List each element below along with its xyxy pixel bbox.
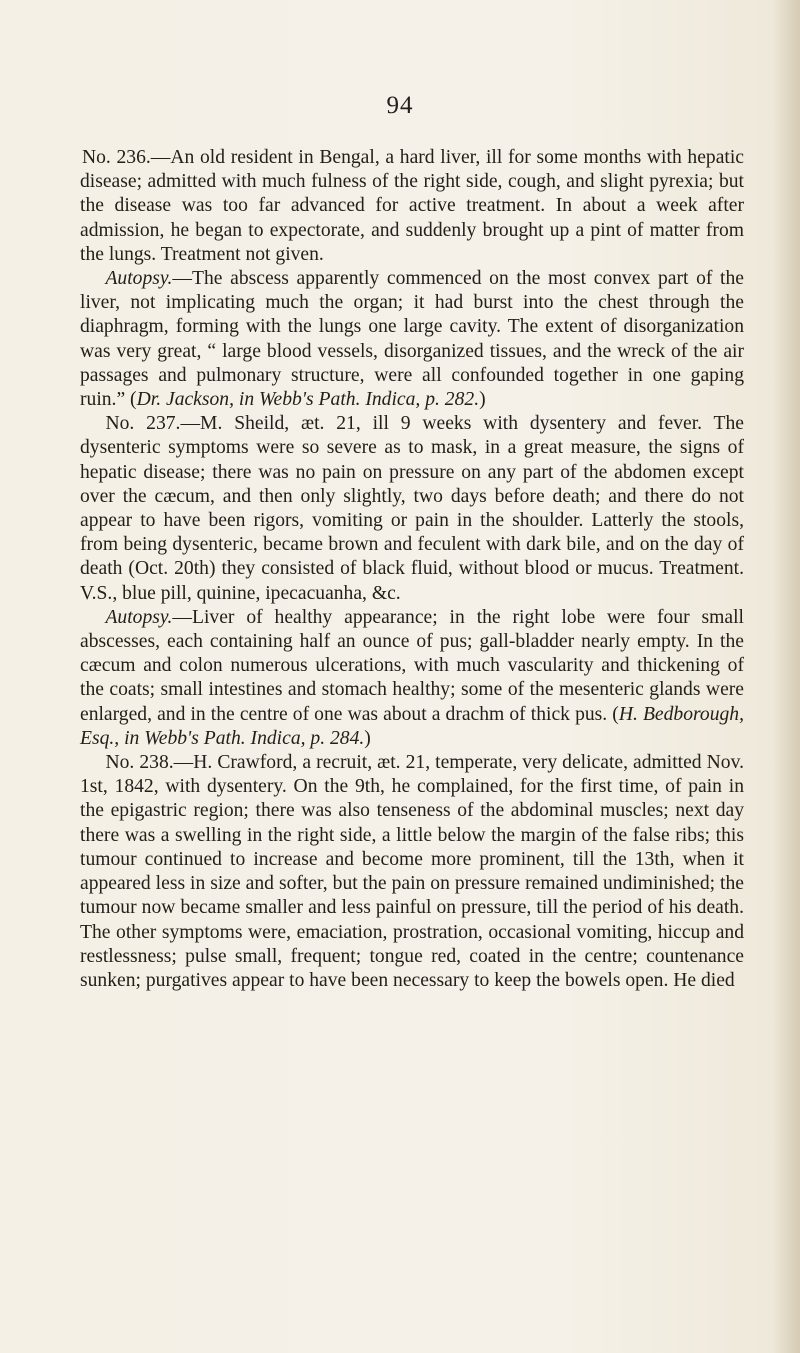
autopsy-text: —The abscess apparently commenced on the most convex part of the liver, not implicating much the organ; it had burst into the chest through the diaphragm, forming with the lungs one large cavity. The extent of disorganization was very great, “ large blood vessels, disorganized tissues, and the wreck of the air passages and pulmonary structure, were all confounded together in one gaping ruin.” ( — [80, 268, 744, 411]
citation: Dr. Jackson, in Webb's Path. Indica, p. 282. — [136, 389, 480, 411]
citation: H. Bedborough, Esq., in Webb's Path. Indica, p. 284. — [80, 703, 744, 749]
page-number: 94 — [386, 92, 414, 119]
autopsy-236-paragraph — [80, 267, 744, 412]
citation-close: ) — [364, 727, 371, 749]
case-236-paragraph: No. 236.—An old resident in Bengal, a hard liver, ill for some months with hepatic disease; admitted with much fulness of the right side, cough, and slight pyrexia; but the disease was too far advanced for active treatment. In about a week after admission, he began to expectorate, and suddenly brought up a pint of matter from the lungs. Treatment not given. — [80, 147, 744, 265]
case-237-paragraph: No. 237.—M. Sheild, æt. 21, ill 9 weeks with dysentery and fever. The dysenteric symptoms were so severe as to mask, in a great measure, the signs of hepatic disease; there was no pain on pressure on any part of the abdomen except over the cæcum, and then only slightly, two days before death; and there do not appear to have been rigors, vomiting or pain in the shoulder. Latterly the stools, from being dysenteric, became brown and feculent with dark bile, and on the day of death (Oct. 20th) they consisted of black fluid, without blood or mucus. Treatment. V.S., blue pill, quinine, ipecacuanha, &c. — [80, 413, 744, 604]
case-238-paragraph: No. 238.—H. Crawford, a recruit, æt. 21, temperate, very delicate, admitted Nov. 1st, 1842, with dysentery. On the 9th, he complained, for the first time, of pain in the epigastric region; there was also tenseness of the abdominal muscles; next day there was a swelling in the right side, a little below the margin of the false ribs; this tumour continued to increase and become more prominent, till the 13th, when it appeared less in size and softer, but the pain on pressure remained undiminished; the tumour now became smaller and less painful on pressure, till the period of his death. The other symptoms were, emaciation, prostration, occasional vomiting, hiccup and restlessness; pulse small, frequent; tongue red, coated in the centre; countenance sunken; purgatives appear to have been necessary to keep the bowels open. He died — [80, 752, 744, 991]
citation-close: ) — [479, 389, 486, 411]
body-text — [80, 146, 744, 993]
autopsy-heading: Autopsy. — [105, 268, 173, 290]
autopsy-heading: Autopsy. — [105, 606, 173, 628]
page-edge-shadow — [774, 0, 800, 1353]
autopsy-text: —Liver of healthy appearance; in the right lobe were four small abscesses, each containing half an ounce of pus; gall-bladder nearly empty. In the cæcum and colon numerous ulcerations, with much vascularity and thickening of the coats; small intestines and stomach healthy; some of the mesenteric glands were enlarged, and in the centre of one was about a drachm of thick pus. ( — [80, 606, 744, 725]
autopsy-237-paragraph — [80, 606, 744, 751]
